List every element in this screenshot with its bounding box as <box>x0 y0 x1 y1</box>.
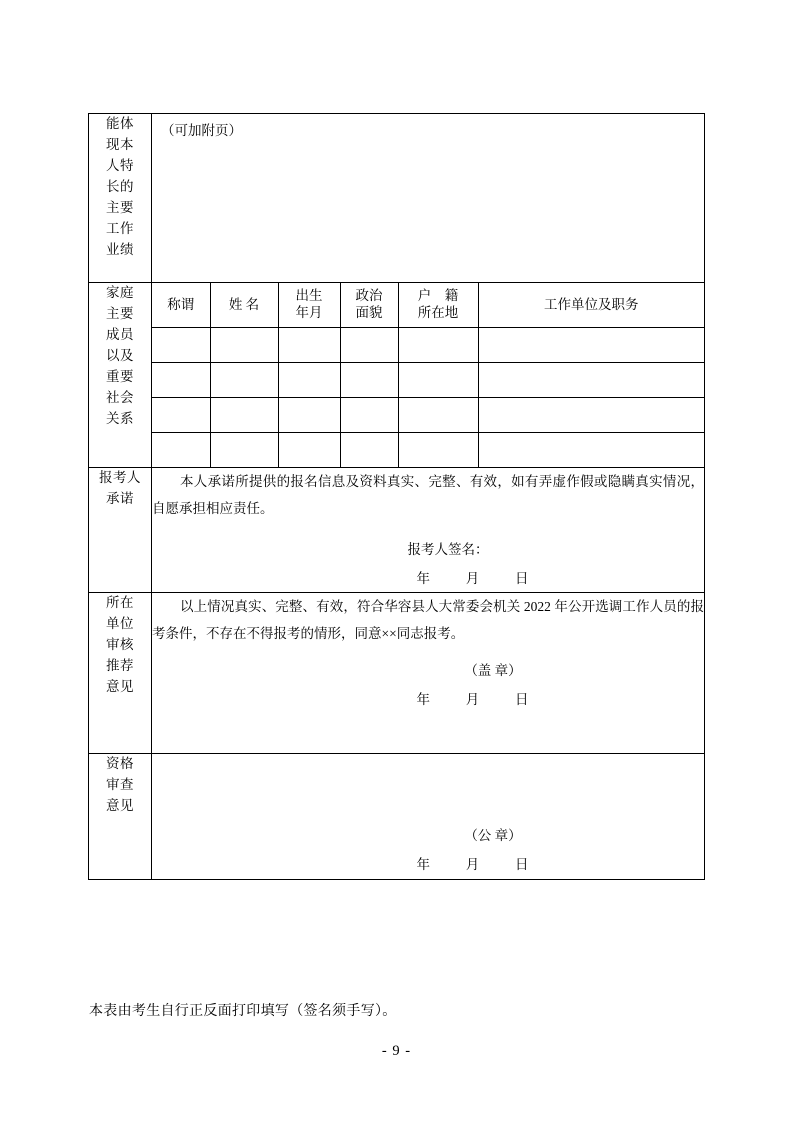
applicant-signature-label: 报考人签名： <box>407 542 489 557</box>
cell-relation[interactable] <box>152 363 210 398</box>
applicant-date-line <box>152 565 704 592</box>
label-char: 重要 <box>106 368 134 384</box>
cell-workunit[interactable] <box>478 398 704 433</box>
cell-relation[interactable] <box>152 328 210 363</box>
page-number: - 9 - <box>381 1043 412 1059</box>
achievements-input-area[interactable] <box>152 114 705 283</box>
cell-workunit[interactable] <box>478 433 704 468</box>
label-char: 社会 <box>106 389 134 405</box>
label-char: 审核 <box>106 636 134 652</box>
label-char: 承诺 <box>106 490 134 506</box>
row-label-applicant-promise <box>89 468 152 593</box>
label-char: 单位 <box>106 615 134 631</box>
row-label-qualification-review <box>89 754 152 880</box>
cell-political[interactable] <box>340 363 398 398</box>
col-header-text: 工作单位及职务 <box>544 296 639 312</box>
cell-relation[interactable] <box>152 398 210 433</box>
cell-political[interactable] <box>340 433 398 468</box>
table-row <box>152 398 704 433</box>
application-form <box>88 113 705 880</box>
table-row <box>152 363 704 398</box>
label-char: 家庭 <box>106 285 134 300</box>
form-footnote: 本表由考生自行正反面打印填写（签名须手写）。 <box>89 1004 397 1019</box>
unit-opinion-body <box>152 593 705 754</box>
cell-name[interactable] <box>210 328 278 363</box>
cell-residence[interactable] <box>398 398 478 433</box>
qualification-date-line <box>152 851 704 878</box>
cell-birth[interactable] <box>278 328 340 363</box>
label-char: 人特 <box>106 157 134 173</box>
col-header-text: 称谓 <box>167 296 195 312</box>
cell-name[interactable] <box>210 363 278 398</box>
table-row-applicant-promise <box>89 468 705 593</box>
col-header-text: 姓 名 <box>228 296 260 312</box>
unit-seal-label: （盖 章） <box>464 663 522 678</box>
achievements-note: （可加附页） <box>161 123 242 138</box>
label-char: 长的 <box>106 178 134 194</box>
qualification-seal-label: （公 章） <box>464 828 522 843</box>
col-header-text: 面貌 <box>355 305 383 320</box>
row-label-achievements <box>89 114 152 283</box>
label-char: 推荐 <box>106 657 134 673</box>
cell-birth[interactable] <box>278 398 340 433</box>
cell-residence[interactable] <box>398 433 478 468</box>
cell-name[interactable] <box>210 398 278 433</box>
table-row <box>152 328 704 363</box>
col-header-birth <box>278 283 340 328</box>
table-row-family <box>89 283 705 468</box>
col-header-workunit <box>478 283 704 328</box>
col-header-name <box>210 283 278 328</box>
label-char: 关系 <box>106 410 134 426</box>
family-table-container <box>152 283 705 468</box>
label-char: 工作 <box>106 220 134 236</box>
table-row-achievements <box>89 114 705 283</box>
label-char: 所在 <box>106 595 134 610</box>
row-label-family <box>89 283 152 468</box>
label-char: 报考人 <box>99 470 141 485</box>
cell-name[interactable] <box>210 433 278 468</box>
applicant-promise-body <box>152 468 705 593</box>
date-day-label: 日 <box>515 571 530 586</box>
label-char: 意见 <box>106 678 134 694</box>
cell-workunit[interactable] <box>478 363 704 398</box>
label-char: 资格 <box>106 756 134 771</box>
col-header-text: 出生 <box>295 288 323 304</box>
cell-political[interactable] <box>340 328 398 363</box>
date-month-label: 月 <box>465 692 481 707</box>
col-header-residence <box>398 283 478 328</box>
cell-birth[interactable] <box>278 363 340 398</box>
col-header-text: 户 籍 <box>417 288 459 304</box>
unit-opinion-text: 以上情况真实、完整、有效，符合华容县人大常委会机关 2022 年公开选调工作人员的报考条件，不存在不得报考的情形，同意××同志报考。 <box>152 599 704 641</box>
cell-relation[interactable] <box>152 433 210 468</box>
applicant-promise-text: 本人承诺所提供的报名信息及资料真实、完整、有效，如有弄虚作假或隐瞒真实情况，自愿承担相应责任。 <box>152 474 704 516</box>
table-row-qualification-review <box>89 754 705 880</box>
date-day-label: 日 <box>515 692 530 707</box>
label-char: 主要 <box>106 305 134 321</box>
label-char: 审查 <box>106 776 134 792</box>
col-header-relation <box>152 283 210 328</box>
table-row <box>152 433 704 468</box>
unit-date-line <box>152 686 704 713</box>
qualification-review-input-area[interactable] <box>152 754 704 812</box>
col-header-text: 政治 <box>355 288 383 304</box>
family-members-table <box>152 283 704 467</box>
family-header-row <box>152 283 704 328</box>
qualification-review-body[interactable] <box>152 754 705 880</box>
cell-workunit[interactable] <box>478 328 704 363</box>
form-table <box>88 113 705 880</box>
cell-political[interactable] <box>340 398 398 433</box>
date-year-label: 年 <box>416 571 431 586</box>
label-char: 能体 <box>106 116 134 131</box>
date-year-label: 年 <box>416 857 431 872</box>
date-day-label: 日 <box>515 857 530 872</box>
cell-residence[interactable] <box>398 328 478 363</box>
col-header-text: 年月 <box>295 305 323 320</box>
table-row-unit-opinion <box>89 593 705 754</box>
label-char: 成员 <box>106 326 134 342</box>
label-char: 业绩 <box>106 241 134 257</box>
label-char: 现本 <box>106 136 134 152</box>
col-header-political <box>340 283 398 328</box>
date-month-label: 月 <box>465 571 481 586</box>
col-header-text: 所在地 <box>417 305 459 320</box>
cell-birth[interactable] <box>278 433 340 468</box>
label-char: 以及 <box>106 347 134 363</box>
label-char: 意见 <box>106 797 134 813</box>
label-char: 主要 <box>106 199 134 215</box>
cell-residence[interactable] <box>398 363 478 398</box>
date-year-label: 年 <box>416 692 431 707</box>
row-label-unit-opinion <box>89 593 152 754</box>
date-month-label: 月 <box>465 857 481 872</box>
